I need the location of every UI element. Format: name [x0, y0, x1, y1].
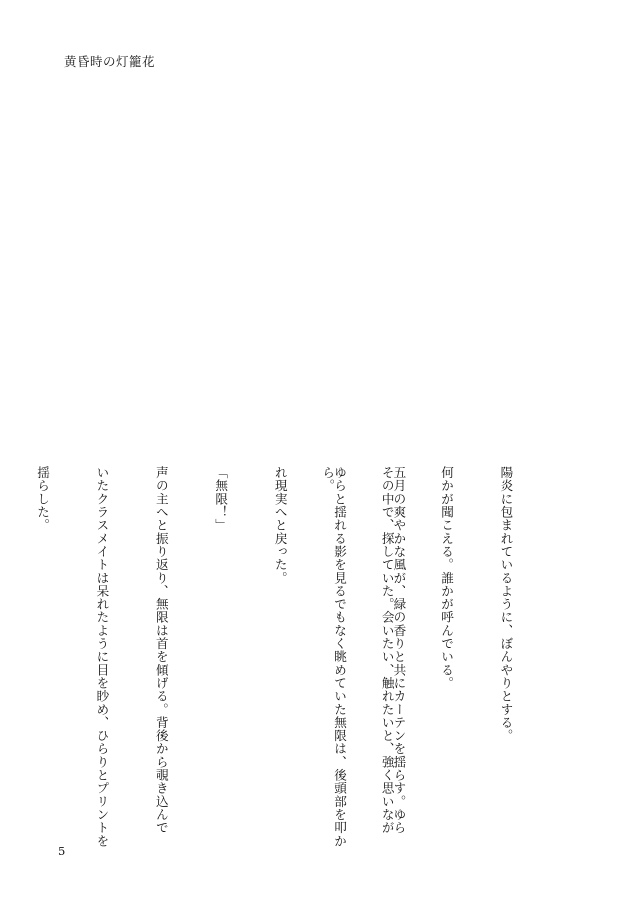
text-line: その中で、探していた。会いたい、触れたいと、強く思いなが [379, 466, 395, 835]
text-line: 「無限！」 [213, 466, 229, 532]
text-line: 五月の爽やかな風が、緑の香りと共にカーテンを揺らす。ゆら [391, 466, 407, 835]
text-line: ゆらと揺れる影を見るでもなく眺めていた無限は、後頭部を叩か [332, 466, 348, 848]
page-number: 5 [58, 844, 66, 858]
text-line: 何かが聞こえる。誰かが呼んでいる。 [439, 466, 455, 690]
text-line: いたクラスメイトは呆れたように目を眇め、ひらりとプリントを [94, 466, 110, 848]
text-line: れ現実へと戻った。 [272, 466, 288, 585]
paragraph-block-classroom [0, 466, 448, 848]
text-line: 陽炎に包まれているように、ぼんやりとする。 [498, 466, 514, 743]
running-title: 黄昏時の灯籠花 [64, 54, 156, 69]
text-line: 揺らした。 [35, 466, 51, 532]
text-line: 声の主へと振り返り、無限は首を傾げる。背後から覗き込んで [153, 466, 169, 835]
text-line: ら。 [320, 466, 336, 493]
